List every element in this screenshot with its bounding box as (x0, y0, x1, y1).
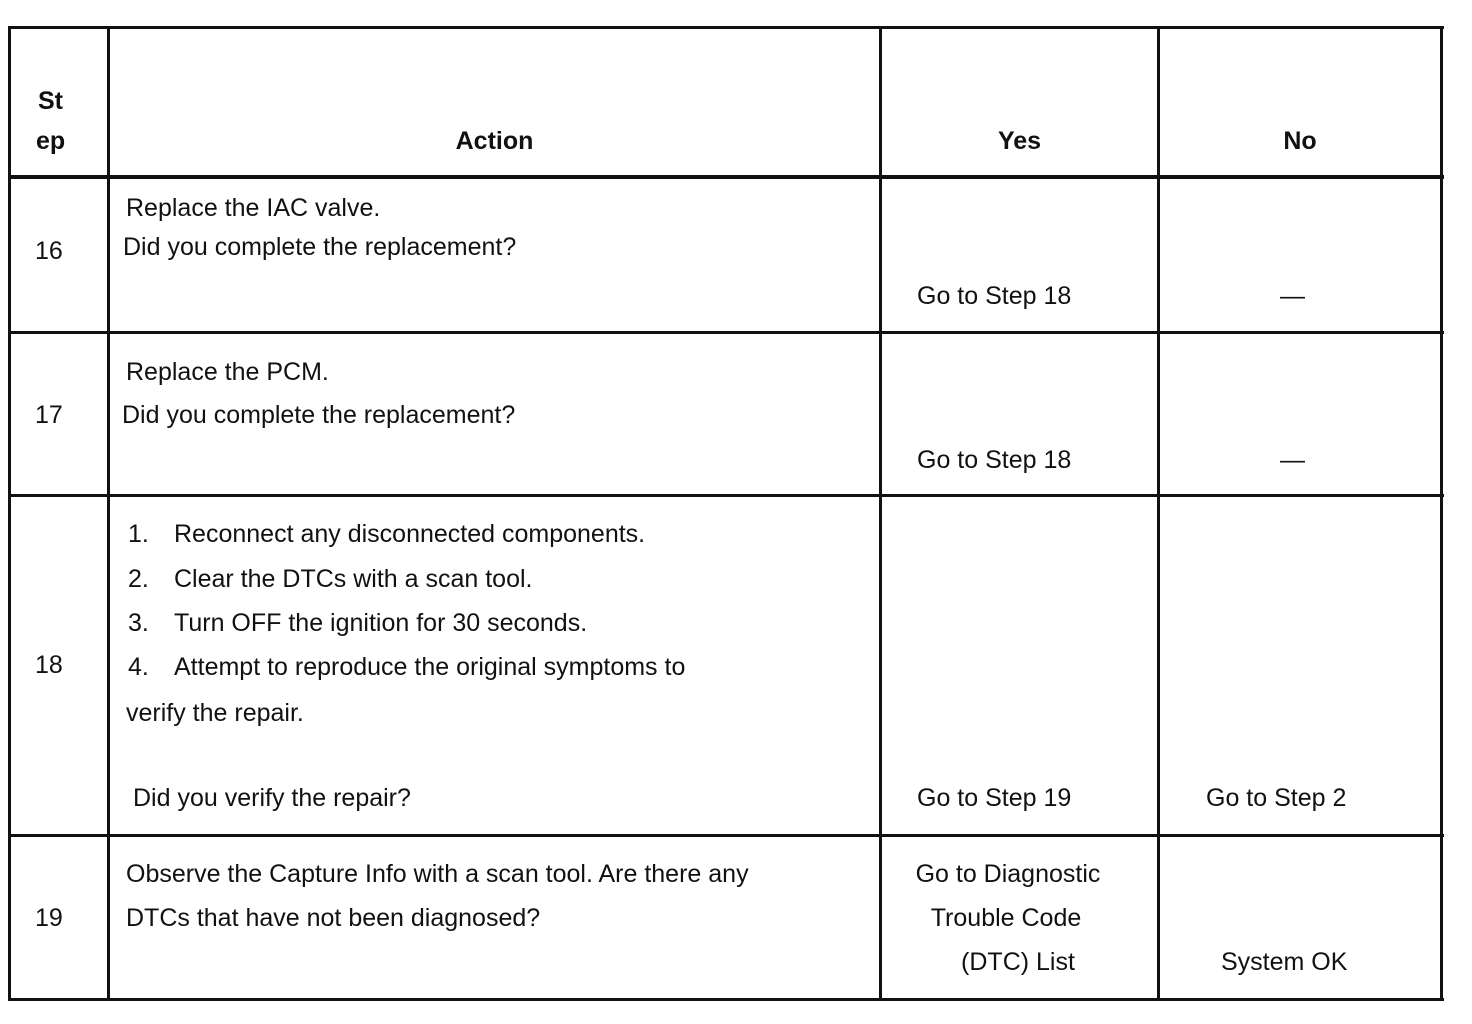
row-16-no: — (1280, 282, 1305, 310)
row-19-yes-line3: (DTC) List (961, 948, 1075, 976)
row-divider-18-19 (8, 834, 1444, 837)
row-17-step: 17 (35, 401, 63, 429)
row-19-yes-line2: Trouble Code (930, 904, 1082, 932)
row-divider-17-18 (8, 494, 1444, 497)
header-step-line1: St (38, 87, 63, 115)
row-16-action-line1: Replace the IAC valve. (126, 194, 381, 222)
header-yes: Yes (997, 127, 1042, 155)
row-18-step: 18 (35, 651, 63, 679)
row-18-list-num-2: 2. (128, 565, 149, 593)
header-step-line2: ep (36, 127, 66, 155)
row-18-list-text-2: Clear the DTCs with a scan tool. (174, 565, 533, 593)
row-18-list-text-1: Reconnect any disconnected components. (174, 520, 646, 548)
row-17-yes: Go to Step 18 (917, 446, 1072, 474)
row-18-no: Go to Step 2 (1206, 784, 1347, 812)
header-divider (8, 175, 1444, 179)
row-16-yes: Go to Step 18 (917, 282, 1072, 310)
row-16-action-line2: Did you complete the replacement? (123, 233, 517, 261)
table-border-left (8, 26, 11, 1001)
row-18-question: Did you verify the repair? (133, 784, 411, 812)
column-divider-action-yes (879, 26, 882, 1001)
row-18-list-text-3: Turn OFF the ignition for 30 seconds. (174, 609, 588, 637)
row-19-no: System OK (1221, 948, 1348, 976)
column-divider-yes-no (1157, 26, 1160, 1001)
row-divider-16-17 (8, 331, 1444, 334)
row-16-step: 16 (35, 237, 63, 265)
row-18-list-text-4: Attempt to reproduce the original symptoms to (174, 653, 686, 681)
column-divider-step-action (107, 26, 110, 1001)
row-18-yes: Go to Step 19 (917, 784, 1072, 812)
row-18-list-num-1: 1. (128, 520, 149, 548)
table-border-top (8, 26, 1444, 29)
table-border-bottom (8, 998, 1444, 1001)
row-19-action-line1: Observe the Capture Info with a scan tool. Are there any (126, 860, 749, 888)
row-19-step: 19 (35, 904, 63, 932)
table-border-right (1440, 26, 1443, 1001)
row-18-list-num-4: 4. (128, 653, 149, 681)
row-17-action-line1: Replace the PCM. (126, 358, 329, 386)
header-action: Action (455, 127, 534, 155)
row-19-yes-line1: Go to Diagnostic (915, 860, 1101, 888)
row-18-action-continuation: verify the repair. (126, 699, 304, 727)
row-19-action-line2: DTCs that have not been diagnosed? (126, 904, 541, 932)
header-no: No (1283, 127, 1317, 155)
row-17-action-line2: Did you complete the replacement? (122, 401, 516, 429)
row-18-list-num-3: 3. (128, 609, 149, 637)
row-17-no: — (1280, 446, 1305, 474)
